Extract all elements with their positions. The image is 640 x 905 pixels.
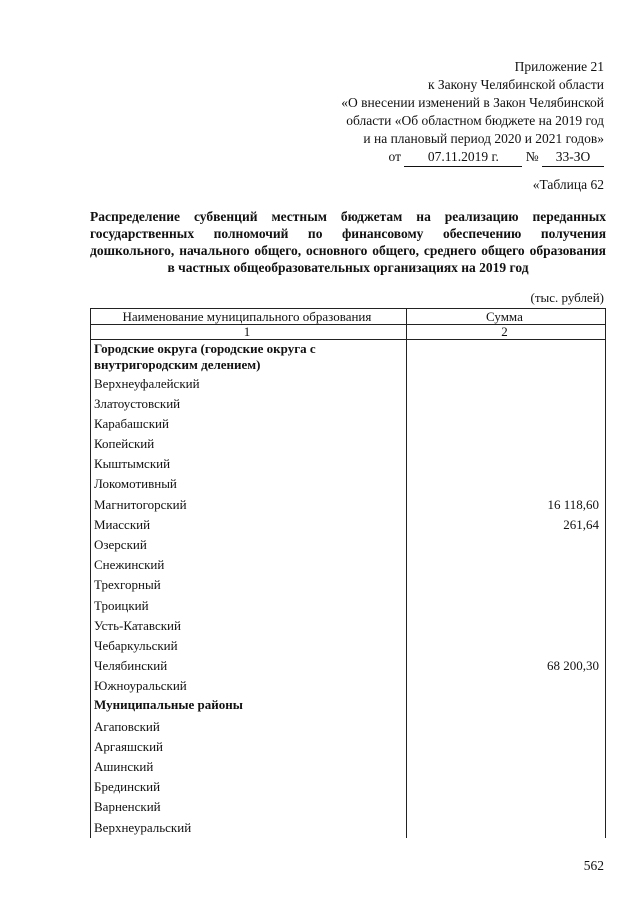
subvention-amount: 16 118,60 <box>406 495 605 515</box>
subvention-amount <box>406 434 605 454</box>
municipality-name: Локомотивный <box>91 474 407 494</box>
municipality-name: Копейский <box>91 434 407 454</box>
municipality-name: Кыштымский <box>91 454 407 474</box>
subvention-amount: 261,64 <box>406 515 605 535</box>
subvention-amount: 68 200,30 <box>406 656 605 676</box>
header-line: Приложение 21 <box>514 59 604 74</box>
subvention-amount <box>406 818 605 838</box>
table-row <box>91 575 606 595</box>
table-row <box>91 818 606 838</box>
municipality-name: Миасский <box>91 515 407 535</box>
table-row <box>91 374 606 394</box>
table-row <box>91 474 606 494</box>
subvention-amount <box>406 757 605 777</box>
municipality-name: Усть-Катавский <box>91 616 407 636</box>
subvention-amount <box>406 414 605 434</box>
header-line: к Закону Челябинской области <box>427 77 604 92</box>
municipality-name: Челябинский <box>91 656 407 676</box>
table-row <box>91 717 606 737</box>
subvention-amount <box>406 555 605 575</box>
subvention-amount <box>406 777 605 797</box>
table-row <box>91 737 606 757</box>
table-row <box>91 495 606 515</box>
municipality-name: Магнитогорский <box>91 495 407 515</box>
section-row <box>91 340 606 374</box>
column-number: 2 <box>406 325 605 340</box>
subvention-amount <box>406 636 605 656</box>
municipality-name: Варненский <box>91 797 407 817</box>
table-header-row <box>91 309 606 325</box>
column-header-name: Наименование муниципального образования <box>91 309 407 325</box>
column-number: 1 <box>91 325 407 340</box>
municipality-name: Снежинский <box>91 555 407 575</box>
subvention-amount <box>406 717 605 737</box>
subvention-table <box>90 308 606 838</box>
table-row <box>91 434 606 454</box>
municipality-name: Троицкий <box>91 596 407 616</box>
subvention-amount <box>406 474 605 494</box>
municipality-name: Верхнеуфалейский <box>91 374 407 394</box>
subvention-amount <box>406 737 605 757</box>
table-row <box>91 757 606 777</box>
table-row <box>91 454 606 474</box>
table-row <box>91 636 606 656</box>
subvention-amount <box>406 535 605 555</box>
table-row <box>91 596 606 616</box>
section-row <box>91 697 606 717</box>
table-row <box>91 656 606 676</box>
subvention-amount <box>406 797 605 817</box>
table-row <box>91 535 606 555</box>
subvention-amount <box>406 676 605 696</box>
header-line: и на плановый период 2020 и 2021 годов» <box>363 131 604 146</box>
municipality-name: Брединский <box>91 777 407 797</box>
municipality-name: Агаповский <box>91 717 407 737</box>
column-number-row <box>91 325 606 340</box>
law-date-number-line <box>274 148 604 167</box>
table-label: «Таблица 62 <box>532 177 604 192</box>
units-label: (тыс. рублей) <box>530 290 604 305</box>
section-title: Городские округа (городские округа с внутригородским делением) <box>91 340 407 374</box>
table-row <box>91 394 606 414</box>
subvention-amount <box>406 454 605 474</box>
section-title: Муниципальные районы <box>91 697 407 717</box>
law-number: 33-ЗО <box>542 148 604 167</box>
table-row <box>91 555 606 575</box>
table-row <box>91 515 606 535</box>
subvention-amount <box>406 596 605 616</box>
date-prefix: от <box>388 149 401 164</box>
law-date: 07.11.2019 г. <box>404 148 522 167</box>
municipality-name: Чебаркульский <box>91 636 407 656</box>
column-header-sum: Сумма <box>406 309 605 325</box>
page-number: 562 <box>583 858 604 873</box>
table-row <box>91 616 606 636</box>
municipality-name: Карабашский <box>91 414 407 434</box>
document-title: Распределение субвенций местным бюджетам на реализацию переданных государственных полномочий по финансовому обеспечению получения дошкольного, начального общего, основного общего, среднего общего образования в частных общеобразовательных организациях на 2019 год <box>90 209 606 275</box>
table-body <box>91 340 606 838</box>
municipality-name: Верхнеуральский <box>91 818 407 838</box>
header-line: «О внесении изменений в Закон Челябинской <box>341 95 604 110</box>
table-row <box>91 777 606 797</box>
subvention-amount <box>406 374 605 394</box>
subvention-amount <box>406 340 605 374</box>
subvention-amount <box>406 575 605 595</box>
header-line: области «Об областном бюджете на 2019 год <box>346 113 604 128</box>
appendix-header <box>274 58 604 167</box>
table-row <box>91 797 606 817</box>
subvention-amount <box>406 697 605 717</box>
municipality-name: Озерский <box>91 535 407 555</box>
table-row <box>91 676 606 696</box>
subvention-amount <box>406 394 605 414</box>
subvention-amount <box>406 616 605 636</box>
table-row <box>91 414 606 434</box>
municipality-name: Аргаяшский <box>91 737 407 757</box>
municipality-name: Трехгорный <box>91 575 407 595</box>
number-sign: № <box>525 149 539 164</box>
municipality-name: Южноуральский <box>91 676 407 696</box>
municipality-name: Ашинский <box>91 757 407 777</box>
municipality-name: Златоустовский <box>91 394 407 414</box>
